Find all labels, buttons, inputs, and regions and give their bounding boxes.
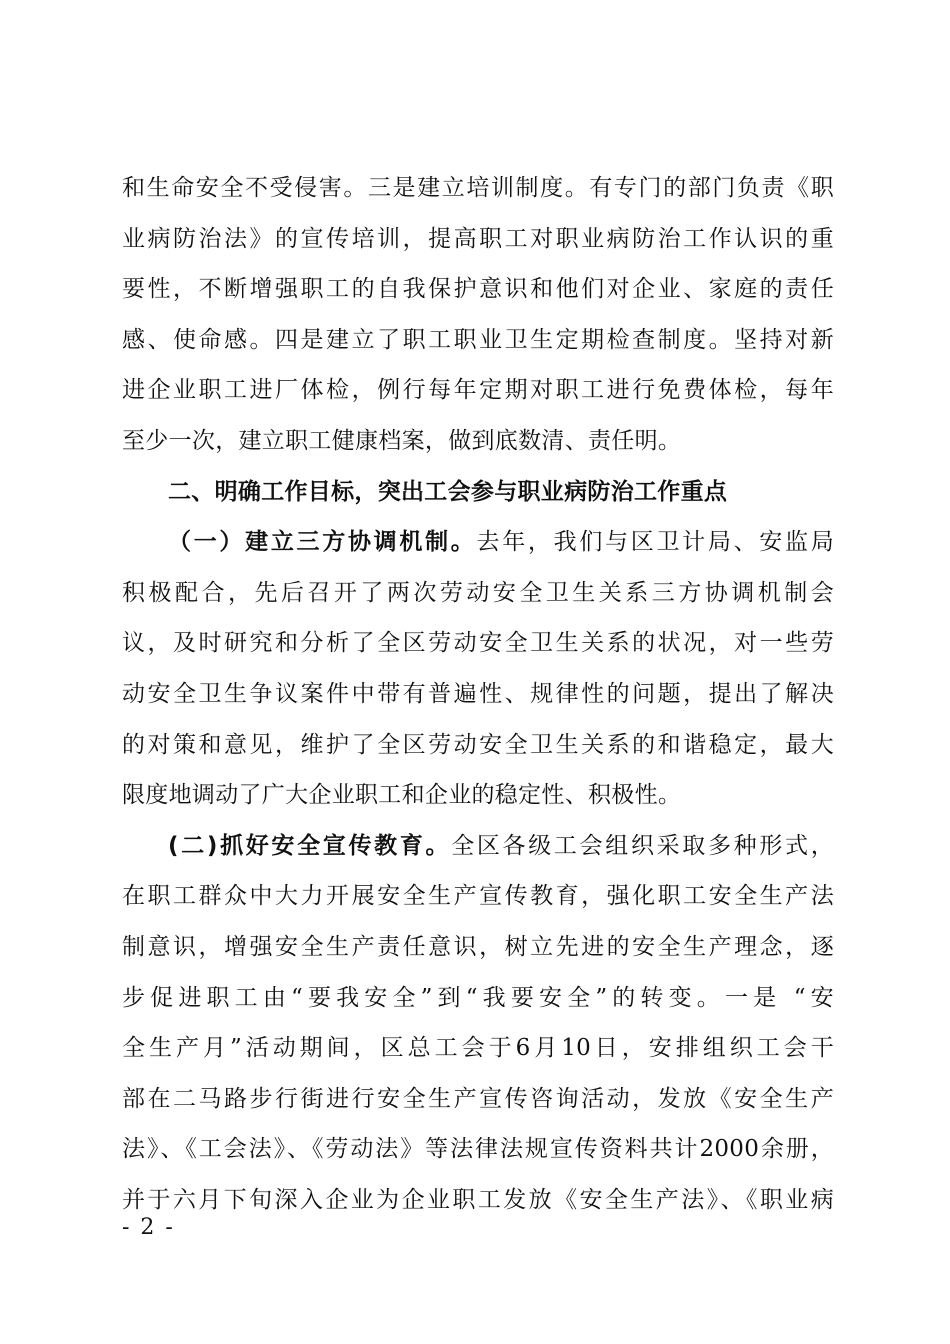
text-line: 在职工群众中大力开展安全生产宣传教育，强化职工安全生产法 [122,883,834,910]
subsection-first-line-text: 全区各级工会组织采取多种形式， [451,832,835,859]
text-line: 感、使命感。四是建立了职工职业卫生定期检查制度。坚持对新 [122,326,834,353]
text-line: 并于六月下旬深入企业为企业职工发放《安全生产法》、《职业病 [122,1186,834,1213]
text-line: 要性，不断增强职工的自我保护意识和他们对企业、家庭的责任 [122,276,834,303]
section-heading: 二、明确工作目标，突出工会参与职业病防治工作重点 [168,478,728,505]
subsection-title: （一）建立三方协调机制。 [168,529,477,556]
text-line: 进企业职工进厂体检，例行每年定期对职工进行免费体检，每年 [122,377,834,404]
subsection-2 [122,821,834,1226]
paragraph-continuation [122,163,834,467]
subsection-first-line [122,821,834,872]
text-line: 限度地调动了广大企业职工和企业的稳定性、积极性。 [122,782,682,809]
text-line: 和生命安全不受侵害。三是建立培训制度。有专门的部门负责《职 [122,175,834,201]
text-line: 的对策和意见，维护了全区劳动安全卫生关系的和谐稳定，最大 [122,731,834,758]
page-number: - 2 - [122,1215,175,1240]
text-line: 至少一次，建立职工健康档案，做到底数清、责任明。 [122,427,682,454]
text-line: 制意识，增强安全生产责任意识，树立先进的安全生产理念，逐 [122,933,834,960]
text-line: 法》、《工会法》、《劳动法》等法律法规宣传资料共计2000余册， [122,1136,834,1163]
text-line: 部在二马路步行街进行安全生产宣传咨询活动，发放《安全生产 [122,1085,834,1112]
text-line: 步促进职工由“要我安全”到“我要安全”的转变。一是 “安 [122,984,834,1011]
text-line: 积极配合，先后召开了两次劳动安全卫生关系三方协调机制会 [122,579,834,606]
subsection-first-line-text: 去年，我们与区卫计局、安监局 [476,529,834,556]
text-line: 业病防治法》的宣传培训，提高职工对职业病防治工作认识的重 [122,225,834,252]
document-body [122,163,834,1225]
subsection-title: (二)抓好安全宣传教育。 [168,832,452,859]
subsection-first-line [122,517,834,568]
text-line: 动安全卫生争议案件中带有普遍性、规律性的问题，提出了解决 [122,680,834,707]
subsection-1 [122,517,834,821]
text-line: 全生产月”活动期间，区总工会于6月10日，安排组织工会干 [122,1035,834,1062]
text-line: 议，及时研究和分析了全区劳动安全卫生关系的状况，对一些劳 [122,630,834,657]
